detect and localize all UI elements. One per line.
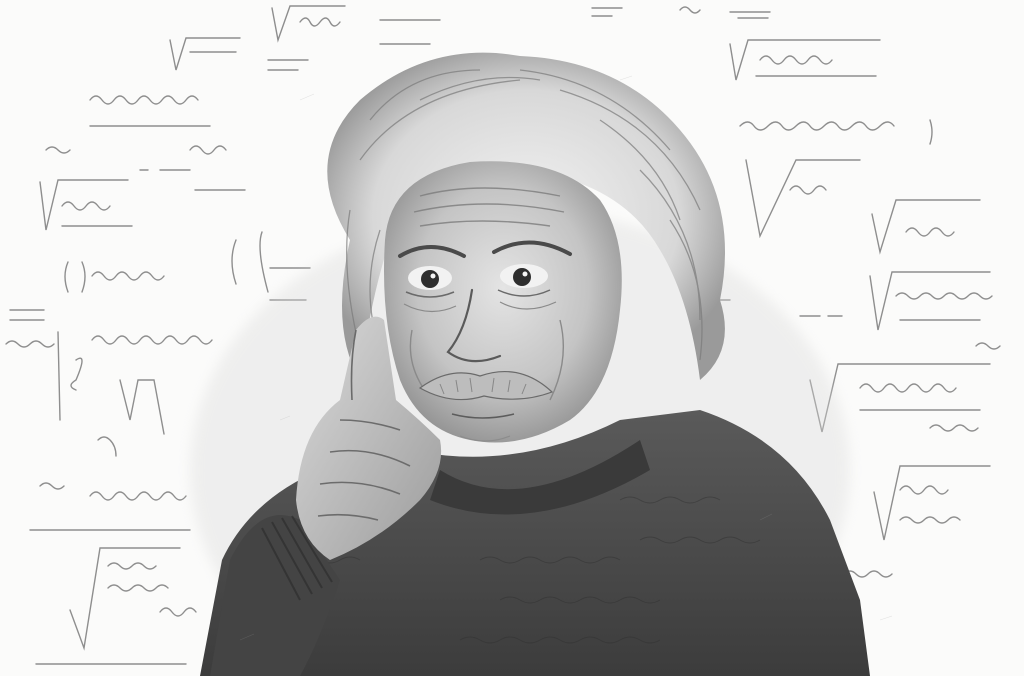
face bbox=[384, 161, 622, 442]
